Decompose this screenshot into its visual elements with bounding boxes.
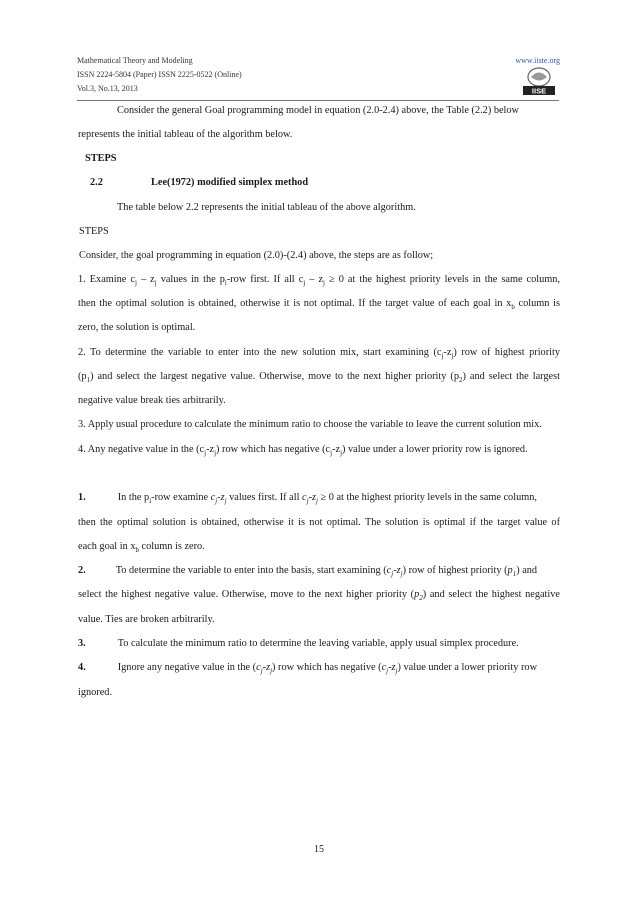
section-number: 2.2 [90, 177, 103, 188]
item1-line-1: 1. Examine $c_j - z_j$ values in the $p_i$-row first. If all $c_j - z_j \ge 0$ at the highest priority levels in the same column, [78, 274, 561, 288]
steps-heading-1: STEPS [85, 153, 117, 164]
item3-line: 3. Apply usual procedure to calculate the minimum ratio to choose the variable to leave the current solution mix. [78, 419, 542, 430]
issn-line: ISSN 2224-5804 (Paper) ISSN 2225-0522 (Online) [77, 70, 242, 79]
intro-line-2: represents the initial tableau of the algorithm below. [78, 129, 293, 140]
table-note: The table below 2.2 represents the initial tableau of the above algorithm. [117, 202, 416, 213]
list2-item2-line-1: 2. To determine the variable to enter into the basis, start examining $(c_j-z_j)$ row of highest priority $(p_1)$ and [78, 565, 538, 579]
list2-item2-line-2: select the highest negative value. Otherwise, move to the next higher priority $(p_2)$ and select the highest negative [78, 589, 560, 603]
list2-number: 1. [78, 492, 86, 503]
list2-item2-line-3: value. Ties are broken arbitrarily. [78, 614, 215, 625]
list2-item3-line: 3. To calculate the minimum ratio to determine the leaving variable, apply usual simplex procedure. [78, 638, 519, 649]
volume-line: Vol.3, No.13, 2013 [77, 84, 138, 93]
header-rule [77, 100, 559, 101]
item2-line-1: 2. To determine the variable to enter into the new solution mix, start examining $(c_j-z_j)$ row of highest priority [78, 347, 561, 361]
section-title: Lee(1972) modified simplex method [151, 177, 309, 188]
logo-text: IISE [531, 86, 547, 96]
list2-item1-line-3: each goal in $x_b$ column is zero. [78, 541, 205, 555]
steps-heading-2: STEPS [79, 226, 109, 237]
item2-line-3: negative value break ties arbitrarily. [78, 395, 226, 406]
intro-line-1: Consider the general Goal programming model in equation (2.0-2.4) above, the Table (2.2) below [117, 105, 519, 116]
section-heading [90, 176, 560, 190]
item1-line-3: zero, the solution is optimal. [78, 322, 196, 333]
consider-line: Consider, the goal programming in equation (2.0)-(2.4) above, the steps are as follow; [79, 250, 434, 261]
item1-line-2: then the optimal solution is obtained, otherwise it is not optimal. If the target value of each goal in $x_b$ column is [78, 298, 560, 312]
list2-number: 4. [78, 662, 86, 673]
list2-item1-line-2: then the optimal solution is obtained, otherwise it is not optimal. The solution is optimal if the target value of [78, 517, 560, 528]
iiste-logo [519, 66, 559, 96]
item4-line: 4. Any negative value in the $(c_j-z_j)$ row which has negative $(c_j-z_j)$ value under a lower priority row is ignored. [78, 444, 528, 458]
website-link[interactable]: www.iiste.org [515, 56, 560, 65]
journal-title: Mathematical Theory and Modeling [77, 56, 193, 65]
item2-line-2: $(p_1)$ and select the largest negative value. Otherwise, move to the next higher priority $(p_2)$ and select the largest [78, 371, 560, 385]
list2-number: 2. [78, 565, 86, 576]
list2-item4-line-2: ignored. [78, 687, 113, 698]
page-number: 15 [314, 844, 324, 855]
list2-number: 3. [78, 638, 86, 649]
list2-item4-line-1: 4. Ignore any negative value in the $(c_j-z_j)$ row which has negative $(c_j-z_j)$ value under a lower priority row [78, 662, 538, 676]
list2-item1-line-1: 1. In the $p_i$-row examine $c_j-z_j$ values first. If all $c_j-z_j \ge 0$ at the highest priority levels in the same column, [78, 492, 537, 506]
